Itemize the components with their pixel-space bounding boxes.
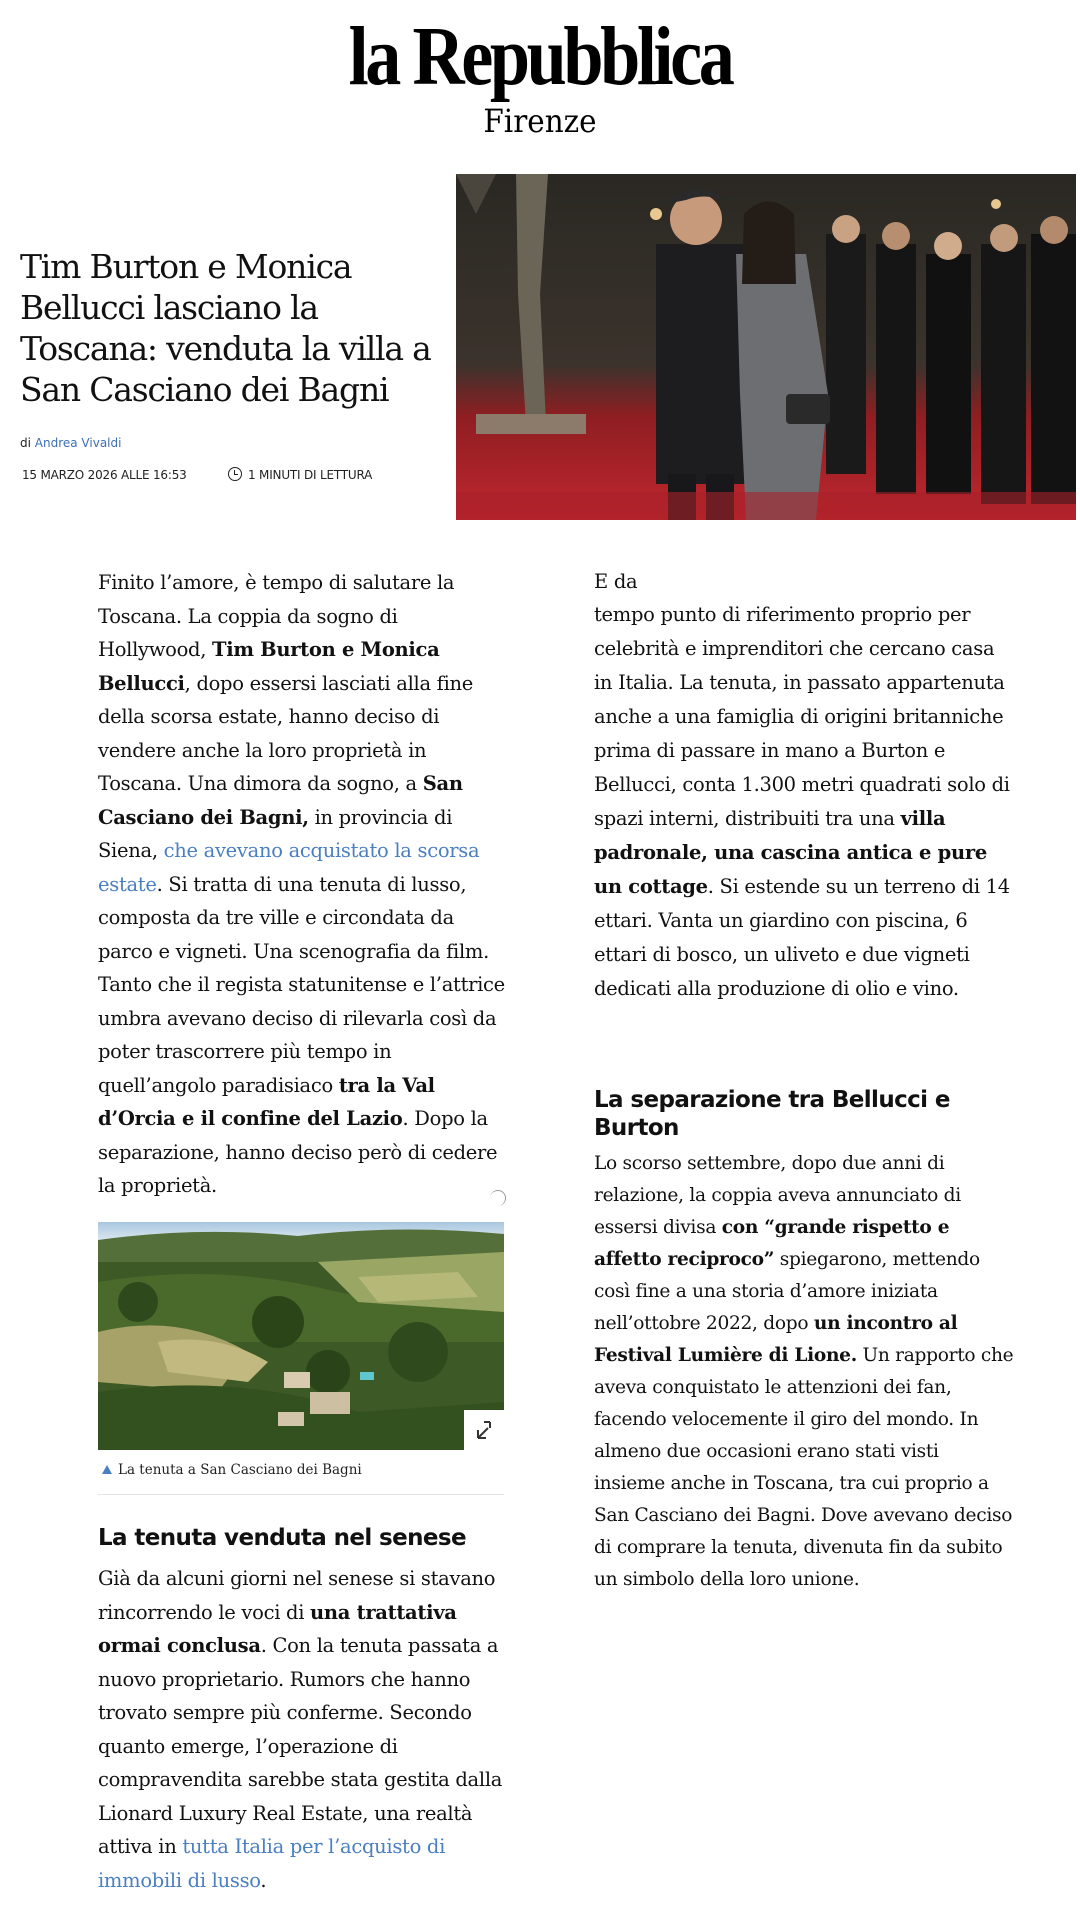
bold-run: tra la Val d’Orcia e il confine del Lazio [98,1073,435,1130]
read-time: 1 MINUTI DI LETTURA [248,468,373,482]
hero-photo[interactable] [456,174,1076,520]
text-run: Finito l’amore, è tempo di salutare la Toscana. La coppia da sogno di Hollywood, [98,571,455,661]
section-title-tenuta: La tenuta venduta nel senese [98,1525,466,1551]
text-run: Già da alcuni giorni nel senese si stavano rincorrendo le voci di [98,1567,496,1624]
text-run: Lo scorso settembre, dopo due anni di relazione, la coppia aveva annunciato di essersi divisa [594,1153,961,1238]
hero-photo-illustration [456,174,1076,520]
hero-text [20,174,440,520]
paragraph [594,1148,1014,1596]
text-run: Un rapporto che aveva conquistato le attenzioni dei fan, facendo velocemente il giro del mondo. In almeno due occasioni erano stati visti insieme anche in Toscana, tra cui proprio a San Casciano dei Bagni. Dove avevano deciso di comprare la tenuta, divenuta fin da subito un simbolo della loro unione. [594,1345,1014,1590]
inline-link-acquisition[interactable]: che avevano acquistato la scorsa estate [98,839,480,896]
paragraph [594,598,1014,1006]
article-headline: Tim Burton e Monica Bellucci lasciano la Toscana: venduta la villa a San Casciano dei Bagni [20,247,431,409]
text-run: spiegarono, mettendo così fine a una storia d’amore iniziata nell’ottobre 2022, dopo [594,1249,980,1334]
caption-divider [98,1494,504,1495]
expand-icon [464,1410,504,1450]
caption-triangle-icon [102,1465,112,1474]
article-body-right [594,566,1014,1006]
inline-link-luxury[interactable]: tutta Italia per l’acquisto di immobili di lusso [98,1835,446,1892]
bold-run: una trattativa ormai conclusa [98,1600,457,1657]
bold-run: Tim Burton e Monica Bellucci [98,638,440,695]
article-body-right-section [594,1148,1014,1596]
text-run: . Si estende su un terreno di 14 ettari. Vanta un giardino con piscina, 6 ettari di bosco, un uliveto e due vigneti dedicati alla produzione di olio e vino. [594,875,1010,1000]
paragraph [98,566,508,1203]
text-run: . Si tratta di una tenuta di lusso, composta da tre ville e circondata da parco e vigneti. Una scenografia da film. Tanto che il regista statunitense e l’attrice umbra avevano deciso di rilevarla così da poter trascorrere più tempo in quell’angolo paradisiaco [98,872,505,1097]
edition-label[interactable]: Firenze [483,102,597,140]
byline [20,436,121,450]
article-body-left [98,566,508,1203]
text-run: . Con la tenuta passata a nuovo proprietario. Rumors che hanno trovato sempre più conferme. Secondo quanto emerge, l’operazione di compravendita sarebbe stata gestita dalla Lionard Luxury Real Estate, una realtà attiva in [98,1634,503,1858]
clock-icon [228,467,242,481]
masthead [0,0,1080,160]
article-hero [0,174,1080,520]
publish-date: 15 MARZO 2026 ALLE 16:53 [22,468,187,482]
share-icon[interactable] [490,1190,506,1206]
text-run: tempo punto di riferimento proprio per celebrità e imprenditori che cercano casa in Italia. La tenuta, in passato appartenuta anche a una famiglia di origini britanniche prima di passare in mano a Burton e Bellucci, conta 1.300 metri quadrati solo di spazi interni, distribuiti tra una [594,603,1010,830]
byline-prefix: di [20,436,31,450]
article-body-left-section [98,1562,508,1897]
bold-run: villa padronale, una cascina antica e pure un cottage [594,807,987,898]
paragraph [98,1562,508,1897]
estate-photo-illustration [98,1222,504,1450]
text-run: in provincia di Siena, [98,805,453,862]
bold-run: con “grande rispetto e affetto reciproco” [594,1217,950,1270]
text-run: , dopo essersi lasciati alla fine della scorsa estate, hanno deciso di vendere anche la loro proprietà in Toscana. Una dimora da sogno, a [98,671,474,795]
author-link[interactable]: Andrea Vivaldi [34,436,122,450]
bold-run: San Casciano dei Bagni, [98,772,463,829]
photo-caption [102,1462,502,1478]
site-logo[interactable]: la Repubblica [348,10,732,103]
estate-photo[interactable] [98,1222,504,1450]
caption-text: La tenuta a San Casciano dei Bagni [118,1462,362,1478]
paragraph-lead: E da [594,570,638,593]
bold-run: un incontro al Festival Lumière di Lione. [594,1313,958,1366]
expand-image-button[interactable] [464,1410,504,1450]
section-title-separazione: La separazione tra Bellucci e Burton [594,1087,950,1141]
text-run: . Dopo la separazione, hanno deciso però di cedere la proprietà. [98,1107,498,1197]
text-run: . [260,1868,267,1892]
